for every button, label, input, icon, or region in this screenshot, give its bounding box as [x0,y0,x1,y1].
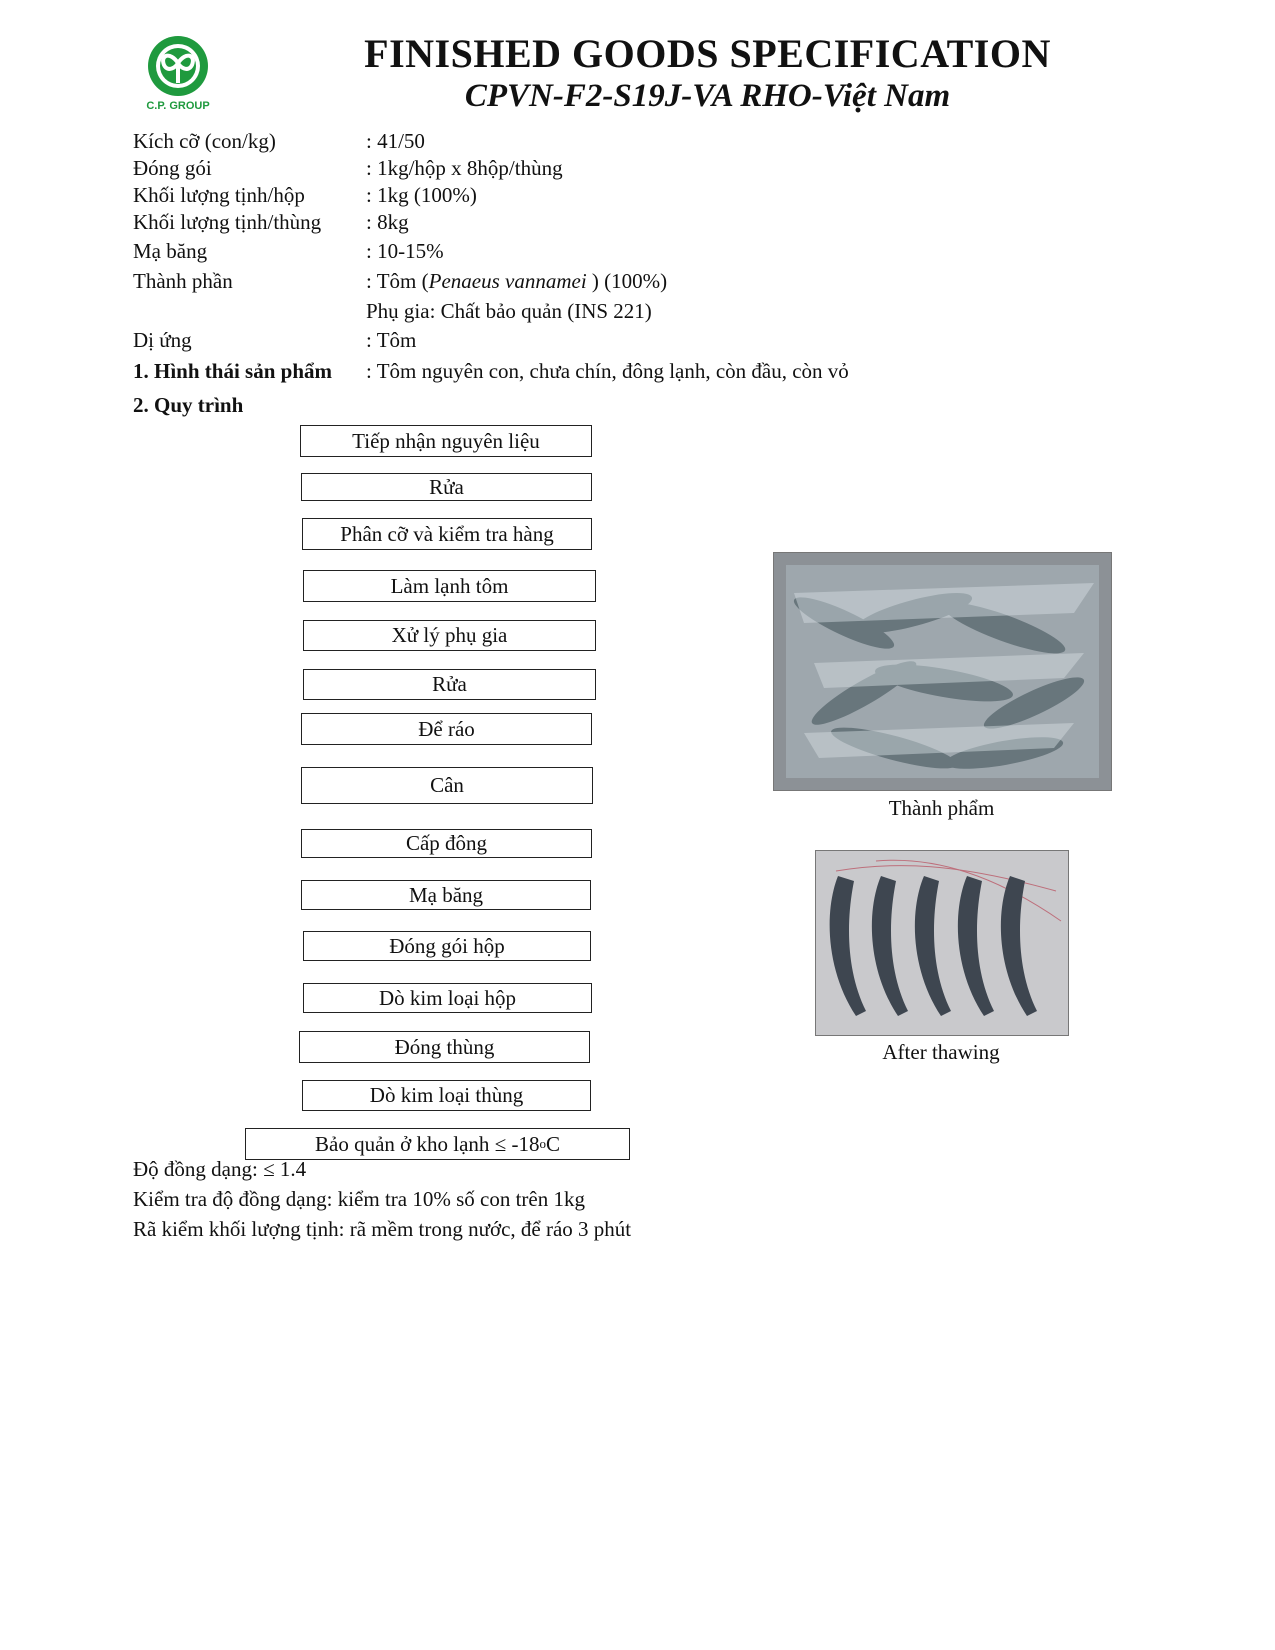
spec-value: : 41/50 [366,129,425,153]
spec-value: : Tôm (Penaeus vannamei ) (100%) [366,269,668,293]
process-step: Dò kim loại hộp [303,983,592,1013]
additive-value: Phụ gia: Chất bảo quản (INS 221) [366,299,652,323]
after-thawing-photo [815,850,1069,1036]
spec-value: : 8kg [366,210,409,234]
process-step: Làm lạnh tôm [303,570,596,602]
process-step: Để ráo [301,713,592,745]
note-uniformity-check: Kiểm tra độ đồng dạng: kiểm tra 10% số con trên 1kg [133,1187,585,1211]
section-process-heading: 2. Quy trình [133,393,244,417]
note-thaw-check: Rã kiểm khối lượng tịnh: rã mềm trong nước, để ráo 3 phút [133,1217,632,1241]
process-step: Xử lý phụ gia [303,620,596,651]
spec-packing [133,155,563,181]
process-step: Mạ băng [301,880,591,910]
after-thawing-caption: After thawing [882,1040,1000,1064]
process-step: Tiếp nhận nguyên liệu [300,425,592,457]
page-title: FINISHED GOODS SPECIFICATION [364,31,1051,76]
spec-net-box [133,182,477,208]
spec-allergen [133,327,417,353]
spec-value: : 10-15% [366,239,444,263]
logo-text: C.P. GROUP [146,100,210,112]
finished-product-photo [773,552,1112,791]
process-step: Rửa [303,669,596,700]
process-step: Đóng gói hộp [303,931,591,961]
spec-label: Kích cỡ (con/kg) [133,129,276,153]
process-step: Phân cỡ và kiểm tra hàng [302,518,592,550]
spec-glazing [133,238,444,264]
process-step: Cấp đông [301,829,592,858]
spec-size [133,128,425,154]
spec-label: Khối lượng tịnh/hộp [133,183,305,207]
section-value: : Tôm nguyên con, chưa chín, đông lạnh, còn đầu, còn vỏ [366,359,849,383]
process-step: Đóng thùng [299,1031,590,1063]
process-step: Dò kim loại thùng [302,1080,591,1111]
spec-net-carton [133,209,409,235]
spec-label: Đóng gói [133,156,212,180]
finished-product-caption: Thành phẩm [888,796,995,820]
spec-ingredients [133,268,668,294]
spec-label: Mạ băng [133,239,208,263]
spec-label: Thành phần [133,269,233,293]
spec-value: : Tôm [366,328,417,352]
spec-label: Dị ứng [133,328,192,352]
spec-value: : 1kg/hộp x 8hộp/thùng [366,156,563,180]
species-name: Penaeus vannamei [428,269,587,293]
section-heading: 1. Hình thái sản phẩm [133,359,332,383]
page-subtitle: CPVN-F2-S19J-VA RHO-Việt Nam [464,78,951,114]
spec-label: Khối lượng tịnh/thùng [133,210,322,234]
spec-value: : 1kg (100%) [366,183,477,207]
note-uniformity: Độ đồng dạng: ≤ 1.4 [133,1157,307,1181]
process-step: Cân [301,767,593,804]
process-step-storage: Bảo quản ở kho lạnh ≤ -18 o C [245,1128,630,1160]
process-step: Rửa [301,473,592,501]
section-product-form [133,358,849,384]
